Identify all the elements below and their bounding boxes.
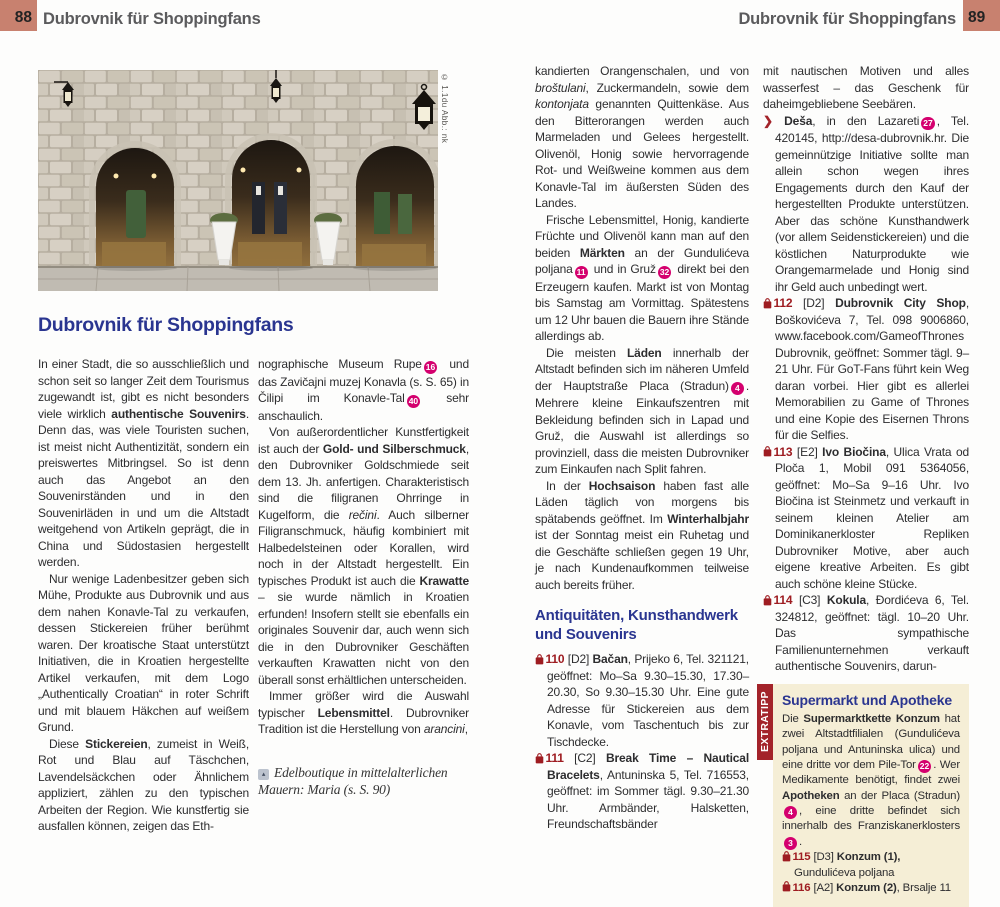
text-run: . Dubrovniker Tradition ist die Herstellung von xyxy=(258,706,469,737)
directory-entry xyxy=(763,295,969,444)
section-title: Dubrovnik für Shoppingfans xyxy=(38,314,293,337)
text-run: Von außerordentlicher Kunstfertigkeit ist auch der xyxy=(258,425,469,456)
extratipp-box xyxy=(773,684,969,907)
paragraph xyxy=(38,736,249,835)
text-run: Hochsaison xyxy=(589,479,656,493)
text-run: Konzum (2) xyxy=(836,882,897,894)
text-run: arancini xyxy=(424,722,465,736)
map-marker: 11 xyxy=(575,266,588,279)
text-run: Die meisten xyxy=(546,346,627,360)
text-run: Konzum (1), xyxy=(837,851,901,863)
text-run: authentische Souvenirs xyxy=(111,407,246,421)
text-run: Kokula xyxy=(827,593,866,607)
paragraph xyxy=(782,712,960,850)
shopping-bag-icon xyxy=(535,654,544,665)
text-run: sehr anschaulich. xyxy=(258,391,469,423)
paragraph xyxy=(258,688,469,738)
text-run: Dubrovnik City Shop xyxy=(835,296,966,310)
text-run: . xyxy=(799,836,802,848)
paragraph xyxy=(535,478,749,594)
shopping-bag-icon xyxy=(763,446,772,457)
text-run: kontonjata xyxy=(535,97,589,111)
page-number-right: 89 xyxy=(963,0,1000,31)
map-marker: 27 xyxy=(921,117,934,130)
map-marker: 16 xyxy=(424,361,437,374)
text-run: Lebensmittel xyxy=(318,706,390,720)
map-marker: 4 xyxy=(731,382,744,395)
shop-listing-number: 110 xyxy=(535,652,564,666)
text-run: Edelboutique in mittelalterlichen Mauern: Maria (s. S. 90) xyxy=(258,765,448,798)
text-run: , Brsalje 11 xyxy=(897,882,951,894)
text-run: In einer Stadt, die so ausschließlich und schon seit so langer Zeit dem Tourismus zugewandt ist, gibt es nicht besonders viele wirklich xyxy=(38,357,249,421)
text-run: Frische Lebensmittel, Honig, kandierte Früchte und Olivenöl kann man auf den beiden xyxy=(535,213,749,260)
paragraph xyxy=(38,571,249,736)
text-run: [E2] xyxy=(792,445,822,459)
shop-listing-number: 113 xyxy=(763,445,792,459)
shopping-bag-icon xyxy=(763,595,772,606)
text-run: genannten Quittenkäse. Aus den Bitterorangen werden auch Marmeladen und Gelees hergestellt. Olivenöl, Honig sowie hervorragende Rot- und Weißweine kommen aus dem Konavle-Tal im äußersten Süden des Landes. xyxy=(535,97,749,210)
text-run: und das Zavičajni muzej Konavla (s. S. 65) in Čilipi im Konavle-Tal xyxy=(258,357,469,405)
paragraph xyxy=(535,63,749,212)
shopping-bag-icon xyxy=(535,753,544,764)
text-run: Ivo Biočina xyxy=(822,445,886,459)
shop-listing-number: 116 xyxy=(782,882,810,894)
shop-listing-number: 111 xyxy=(535,751,564,765)
text-run: , Prijeko 6, Tel. 321121, geöffnet: Mo–Sa 9.30–15.30, 17.30–20.30, So 9.30–15.30 Uhr. Eine gute Adresse für Stickereien aus dem Konavle, vom Taschentuch bis zur Tischdecke. xyxy=(547,652,749,749)
text-run: und in Gruž xyxy=(590,262,656,276)
text-run: an der Gundulićeva poljana xyxy=(535,246,749,277)
map-marker: 22 xyxy=(918,760,931,773)
shopping-bag-icon xyxy=(763,298,772,309)
text-run: Stickereien xyxy=(85,737,147,751)
paragraph xyxy=(258,424,469,688)
text-run xyxy=(773,114,784,128)
text-run: , Boškovićeva 7, Tel. 098 9006860, www.facebook.com/GameofThronesDubrovnik, geöffnet: Sommer tägl. 9–21 Uhr. Für GoT-Fans führt kein Weg daran vorbei. Hier gibt es allerlei Memorabilien zu Game of Thrones und eine Kopie des Eisernen Throns für die Selfies. xyxy=(775,296,969,442)
text-run: direkt bei den Erzeugern kaufen. Markt ist von Montag bis Samstag am Vormittag. Spätestens um 12 Uhr bauen die Bauern ihre Stände allerdings ab. xyxy=(535,262,749,343)
paragraph xyxy=(38,356,249,571)
text-run: . Denn das, was viele Touristen suchen, ist meist nicht Authentizität, sondern ein preiswertes Mitbringsel. So ist denn auch das Angebot an den Souvenirständen und in den Souvenirläden in und um die Altstadt weitgehend von Artikeln geprägt, die in China und Südostasien hergestellt werden. xyxy=(38,407,249,570)
extratipp-title: Supermarkt und Apotheke xyxy=(782,692,960,709)
text-run: . Wer Medikamente benötigt, findet zwei xyxy=(782,759,960,787)
text-run: Märkten xyxy=(580,246,625,260)
storefront-photo-art xyxy=(38,70,438,291)
text-run: nographische Museum Rupe xyxy=(258,357,422,371)
shopping-bag-icon xyxy=(782,881,791,892)
directory-entry xyxy=(535,651,749,750)
map-marker: 32 xyxy=(658,266,671,279)
text-run: Nur wenige Ladenbesitzer geben sich Mühe, Produkte aus Dubrovnik und aus dem nahen Konavle-Tal zu verkaufen, dessen Stickereien früher berühmt waren. Der kroatische Staat unterstützt Initiativen, die in Kroatien hergestellte Artikel verkaufen, mit dem Logo „Authentically Croatian“ in roter Schrift und mit blauem Häkchen auf weißem Grund. xyxy=(38,572,249,735)
text-run: – sie wurde nämlich in Kroatien erfunden! Insofern stellt sie ebenfalls ein originales Souvenir dar, auch wenn sich die in den Dubrovniker Geschäften verkauften Krawatten nicht von den überall sonst erhältlichen unterscheiden. xyxy=(258,590,469,687)
text-run: Apotheken xyxy=(782,790,840,802)
text-run: , zumeist in Weiß, Rot und Blau auf Täschchen, Lavendelsäckchen oder Ähnlichem appliziert, zählen zu den typischen Arbeiten der Region. Wie kunstfertig sie ausfallen können, zeigen das Eth- xyxy=(38,737,249,834)
shop-listing-number: 115 xyxy=(782,851,810,863)
extratipp-body xyxy=(782,712,960,896)
paragraph xyxy=(258,356,469,424)
text-run: [C3] xyxy=(792,593,826,607)
text-run: rečini xyxy=(349,508,377,522)
directory-entry xyxy=(763,113,969,296)
text-run: Supermarktkette Konzum xyxy=(803,713,939,725)
text-run: In der xyxy=(546,479,589,493)
text-run: innerhalb der Altstadt befinden sich im näheren Umfeld der Hauptstraße Placa (Stradun) xyxy=(535,346,749,393)
text-run: haben fast alle Läden täglich von morgens bis spätabends geöffnet. Im xyxy=(535,479,749,526)
left-page-column-2 xyxy=(258,356,469,799)
text-run: . Mehrere kleine Einkaufszentren mit Bekleidung befinden sich in Lapad und Gruž, die Auswahl ist allerdings so provinziell, dass die meisten Dubrovniker zum Einkaufen nach Split fahren. xyxy=(535,379,749,477)
text-run: , xyxy=(465,722,468,736)
shop-listing-number: 114 xyxy=(763,593,792,607)
map-marker: 4 xyxy=(784,806,797,819)
paragraph xyxy=(535,345,749,478)
directory-entry xyxy=(763,444,969,593)
text-run: Deša xyxy=(784,114,812,128)
text-run: hat zwei Altstadtfilialen (Gundulićeva poljana und Antuninska ulica) und eine dritte vor dem Pile-Tor xyxy=(782,713,960,771)
list-arrow-icon: ❯ xyxy=(763,114,773,128)
left-page-column-1 xyxy=(38,356,249,835)
photo-credit: © 1.1du Abb.: nk xyxy=(440,73,449,143)
text-run: Immer größer wird die Auswahl typischer xyxy=(258,689,469,720)
map-marker: 3 xyxy=(784,837,797,850)
directory-entry xyxy=(782,881,960,896)
running-title-right: Dubrovnik für Shoppingfans xyxy=(738,10,956,29)
right-page-column-2-text xyxy=(763,63,969,675)
text-run: Läden xyxy=(627,346,662,360)
text-run: , Tel. 420145, http://desa-dubrovnik.hr. Die gemeinnützige Initiative sollte man allein schon wegen ihres Engagements durch den Kauf der hergestellten Produkte unterstützen. Aber das schöne Kunsthandwerk (vor allem Seidenstickereien) und die köstlichen Naturprodukte wie Orangemarmelade und Honig sind ihr Geld auch unbedingt wert. xyxy=(775,114,969,294)
text-run: [D2] xyxy=(564,652,592,666)
text-run: , in den Lazareti xyxy=(812,114,919,128)
text-run: , eine dritte befindet sich innerhalb des Franziskanerklosters xyxy=(782,805,960,833)
text-run: Gold- und Silberschmuck xyxy=(323,442,466,456)
storefront-photo xyxy=(38,70,438,291)
map-marker: 40 xyxy=(407,395,420,408)
text-run: Gundulićeva poljana xyxy=(794,867,894,879)
photo-caption xyxy=(258,764,469,799)
paragraph xyxy=(763,63,969,113)
right-page-column-2 xyxy=(763,63,969,907)
paragraph xyxy=(535,212,749,345)
text-run: Bačan xyxy=(593,652,628,666)
text-run: Die xyxy=(782,713,803,725)
text-run: , Ulica Vrata od Ploča 1, Mobil 091 5364056, geöffnet: Mo–Sa 9–16 Uhr. Ivo Biočina ist Steinmetz und verkauft in seinem kleinen Atelier am Dominikanerkloster Repliken Dubrovniker Motive, aber auch eigene kreative Arbeiten. Es gibt auch schöne kleine Stücke. xyxy=(775,445,969,591)
text-run: Diese xyxy=(49,737,85,751)
text-run: , den Dubrovniker Goldschmiede seit dem 13. Jh. anfertigen. Charakteristisch sind die filigranen Ohrringe in Kugelform, die xyxy=(258,442,469,522)
text-run: an der Placa (Stradun) xyxy=(840,790,960,802)
directory-entry xyxy=(763,592,969,675)
text-run: . Auch silberner Filigranschmuck, häufig kombiniert mit Halbedelsteinen oder Korallen, wird noch in der Altstadt hergestellt. Ein typisches Produkt ist auch die xyxy=(258,508,469,588)
text-run: ist der Sonntag meist ein Ruhetag und die Geschäfte schließen gegen 19 Uhr, je nach Kundenaufkommen teilweise auch bereits früher. xyxy=(535,528,749,592)
running-title-left: Dubrovnik für Shoppingfans xyxy=(43,10,261,29)
text-run: mit nautischen Motiven und alles wasserfest – das Geschenk für daheimgebliebene Seebären. xyxy=(763,64,969,111)
page-number-left: 88 xyxy=(0,0,37,31)
text-run: Break Time – Nautical Bracelets xyxy=(547,751,749,782)
text-run: , Antuninska 5, Tel. 716553, geöffnet: im Sommer tägl. 9.30–21.30 Uhr. Armbänder, Halsketten, Freundschaftsbänder xyxy=(547,768,749,832)
directory-entry xyxy=(535,750,749,833)
shopping-bag-icon xyxy=(782,851,791,862)
extratipp-tab: EXTRATIPP xyxy=(757,684,773,760)
text-run: Winterhalbjahr xyxy=(667,512,749,526)
text-run: [C2] xyxy=(564,751,606,765)
text-run: , Đordićeva 6, Tel. 324812, geöffnet: tägl. 10–20 Uhr. Das sympathische Familienunternehmen verkauft authentische Souvenirs, darun- xyxy=(775,593,969,673)
right-page-column-1 xyxy=(535,63,749,833)
text-run: Krawatte xyxy=(420,574,469,588)
text-run: [D3] xyxy=(810,851,836,863)
text-run: kandierten Orangenschalen, und von xyxy=(535,64,749,78)
shop-listing-number: 112 xyxy=(763,296,792,310)
section-subheading: Antiquitäten, Kunsthandwerk und Souvenirs xyxy=(535,607,749,644)
text-run: [A2] xyxy=(810,882,836,894)
text-run: , Zuckermandeln, sowie dem xyxy=(586,81,749,95)
text-run: broštulani xyxy=(535,81,586,95)
directory-entry xyxy=(782,850,960,881)
photo-ref-icon: ▴ xyxy=(258,769,269,780)
text-run: [D2] xyxy=(792,296,835,310)
